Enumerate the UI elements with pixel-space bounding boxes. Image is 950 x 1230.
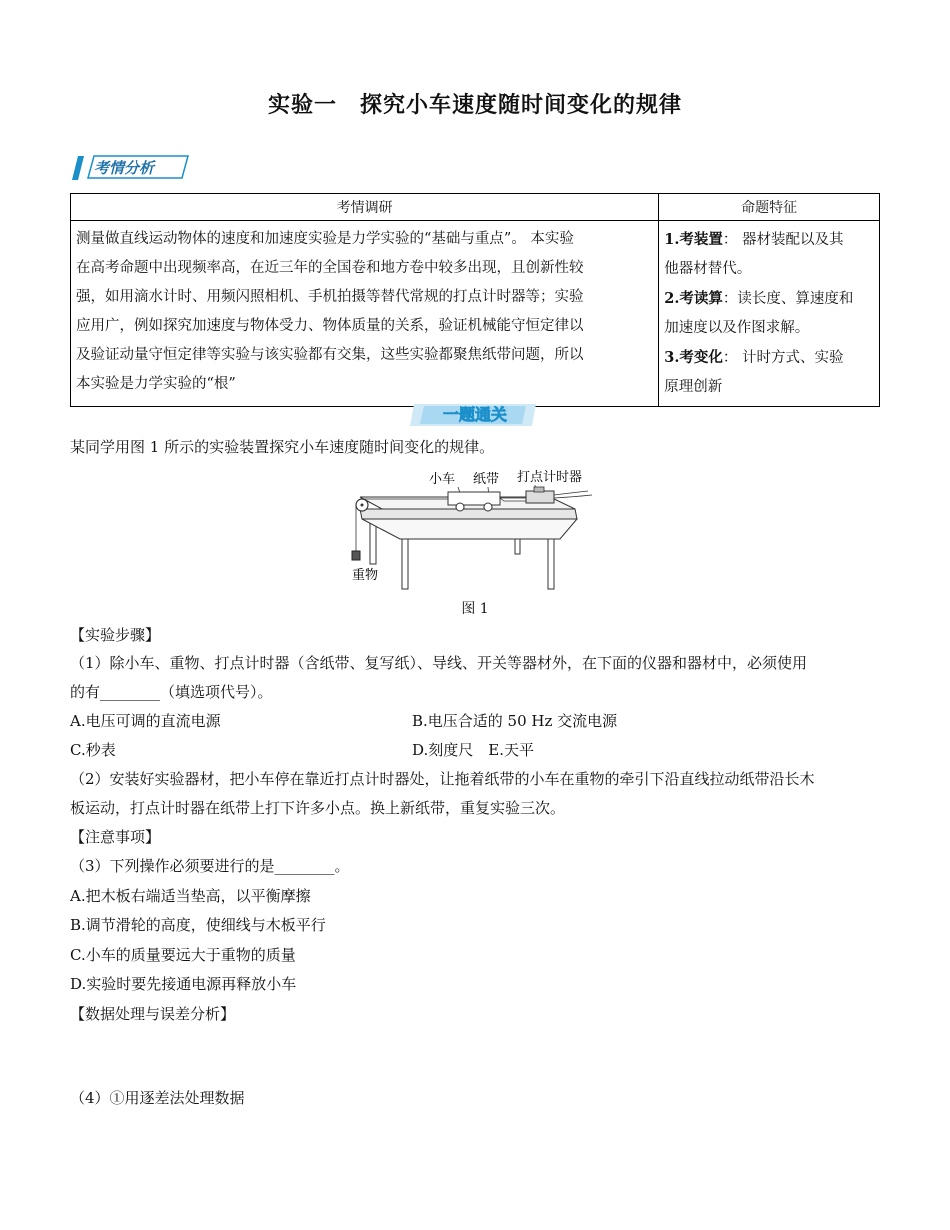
q3-option-d: D.实验时要先接通电源再释放小车 <box>70 975 297 993</box>
feature-item-2: 2.考读算：读长度、算速度和 <box>664 290 854 307</box>
feature-item-1-cont: 他器材替代。 <box>664 261 752 277</box>
banner-label: 考情分析 <box>94 159 155 177</box>
question-3: （3）下列操作必须要进行的是________。 <box>70 857 350 875</box>
question-2-line-1: （2）安装好实验器材，把小车停在靠近打点计时器处，让拖着纸带的小车在重物的牵引下沿直线拉动纸带沿长木 <box>70 770 815 788</box>
option-c: C.秒表 <box>70 741 116 759</box>
option-d-e: D.刻度尺 E.天平 <box>412 741 534 759</box>
label-weight: 重物 <box>352 568 379 583</box>
research-line: 在高考命题中出现频率高，在近三年的全国卷和地方卷中较多出现，且创新性较 <box>76 260 584 276</box>
label-car: 小车 <box>429 472 456 487</box>
table-leg-icon <box>402 539 408 589</box>
q3-option-b: B.调节滑轮的高度，使细线与木板平行 <box>70 916 326 934</box>
research-line: 应用广，例如探究加速度与物体受力、物体质量的关系，验证机械能守恒定律以 <box>76 318 584 334</box>
heading-steps: 【实验步骤】 <box>70 626 161 644</box>
research-line: 强，如用滴水计时、用频闪照相机、手机拍摄等替代常规的打点计时器等；实验 <box>76 289 584 305</box>
table-header-left: 考情调研 <box>71 194 659 221</box>
heading-data-analysis: 【数据处理与误差分析】 <box>70 1005 236 1023</box>
option-a: A.电压可调的直流电源 <box>70 712 221 730</box>
q3-option-c: C.小车的质量要远大于重物的质量 <box>70 946 296 964</box>
question-1-line-2: 的有________（填选项代号）。 <box>70 683 273 701</box>
feature-item-3: 3.考变化： 计时方式、实验 <box>664 349 844 366</box>
apparatus-figure <box>340 465 600 595</box>
banner-label: 一题通关 <box>442 405 508 424</box>
figure-caption: 图 1 <box>461 601 489 617</box>
q3-option-a: A.把木板右端适当垫高，以平衡摩擦 <box>70 887 311 905</box>
cart-icon <box>448 492 500 505</box>
table-top-icon <box>360 509 577 519</box>
feature-item-1: 1.考装置： 器材装配以及其 <box>664 231 844 248</box>
banner-stripe-icon <box>72 156 84 180</box>
weight-icon <box>352 551 360 560</box>
question-4: （4）①用逐差法处理数据 <box>70 1089 245 1107</box>
table-cell-research <box>71 221 659 407</box>
section-banner-kaoqing <box>70 152 190 182</box>
heading-notes: 【注意事项】 <box>70 828 161 846</box>
question-2-line-2: 板运动，打点计时器在纸带上打下许多小点。换上新纸带，重复实验三次。 <box>70 799 566 817</box>
feature-item-2-cont: 加速度以及作图求解。 <box>664 320 810 336</box>
page-title: 实验一 探究小车速度随时间变化的规律 <box>267 92 682 118</box>
question-1-line-1: （1）除小车、重物、打点计时器（含纸带、复写纸）、导线、开关等器材外，在下面的仪器和器材中，必须使用 <box>70 654 808 672</box>
research-line: 本实验是力学实验的“根” <box>76 376 236 392</box>
table-cell-features <box>659 221 880 407</box>
research-line: 及验证动量守恒定律等实验与该实验都有交集，这些实验都聚焦纸带问题，所以 <box>76 347 584 363</box>
feature-item-3-cont: 原理创新 <box>664 379 723 395</box>
kaoqing-table <box>70 193 880 407</box>
label-timer: 打点计时器 <box>517 470 583 485</box>
intro-text: 某同学用图 1 所示的实验装置探究小车速度随时间变化的规律。 <box>70 438 495 456</box>
section-banner-yitiao <box>410 398 540 428</box>
research-line: 测量做直线运动物体的速度和加速度实验是力学实验的“基础与重点”。 本实验 <box>76 231 574 247</box>
timer-icon <box>526 491 554 503</box>
label-tape: 纸带 <box>473 472 500 487</box>
table-header-right: 命题特征 <box>659 194 880 221</box>
option-b: B.电压合适的 50 Hz 交流电源 <box>412 712 618 730</box>
